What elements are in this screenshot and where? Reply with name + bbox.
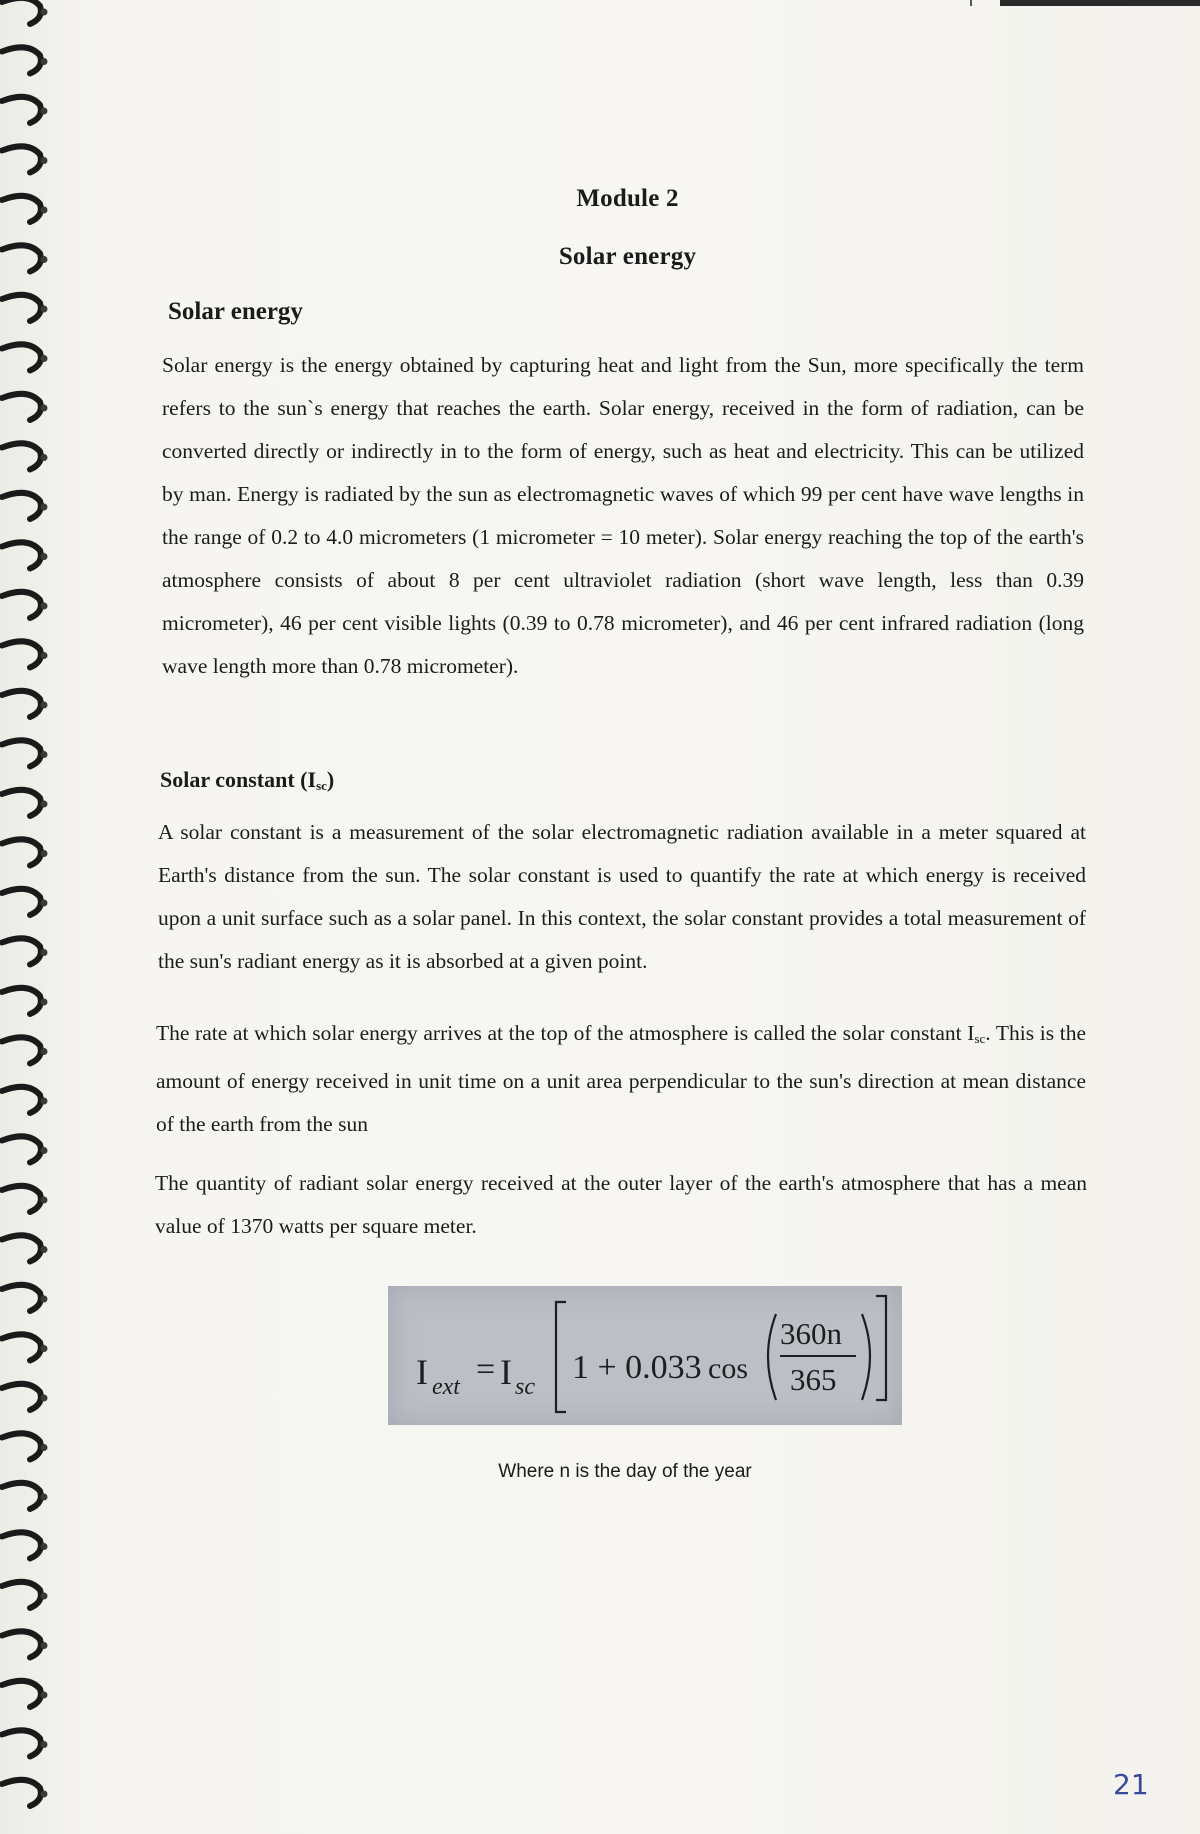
binding-ring (2, 1730, 41, 1756)
binding-ring (2, 542, 41, 568)
binding-hole (41, 1692, 48, 1699)
solar-energy-paragraph: Solar energy is the energy obtained by capturing heat and light from the Sun, more specifically the term refers to the sun`s energy that reaches the earth. Solar energy, received in the form of radiation, can be converted directly or indirectly in to the form of energy, such as heat and electricity. This can be utilized by man. Energy is radiated by the sun as electromagnetic waves of which 99 per cent have wave lengths in the range of 0.2 to 4.0 micrometers (1 micrometer = 10 meter). Solar energy reaching the top of the earth's atmosphere consists of about 8 per cent ultraviolet radiation (short wave length, less than 0.39 micrometer), 46 per cent visible lights (0.39 to 0.78 micrometer), and 46 per cent infrared radiation (long wave length more than 0.78 micrometer). (162, 353, 1084, 678)
binding-ring (2, 988, 41, 1014)
binding-ring (2, 295, 41, 321)
formula-isc-symbol: I (500, 1352, 512, 1392)
binding-hole (41, 751, 48, 758)
formula (388, 1286, 902, 1425)
binding-ring (2, 344, 41, 370)
module-title: Module 2 (576, 185, 679, 212)
binding-hole (41, 355, 48, 362)
binding-ring (2, 1433, 41, 1459)
solar-constant-paragraph-1: A solar constant is a measurement of the solar electromagnetic radiation available in a meter squared at Earth's distance from the sun. The solar constant is used to quantify the rate at which energy is received upon a unit surface such as a solar panel. In this context, the solar constant provides a total measurement of the sun's radiant energy as it is absorbed at a given point. (158, 820, 1086, 973)
binding-ring (2, 443, 41, 469)
formula-cos: cos (708, 1352, 748, 1385)
formula-denominator: 365 (790, 1362, 837, 1397)
p2-subscript: sc (974, 1031, 986, 1046)
binding-hole (41, 157, 48, 164)
section-heading-solar-energy: Solar energy (168, 298, 303, 325)
binding-ring (2, 493, 41, 519)
binding-ring (2, 47, 41, 73)
binding-hole (41, 58, 48, 65)
heading-text: Solar constant (I (160, 767, 317, 792)
binding-ring (2, 839, 41, 865)
binding-hole (41, 1543, 48, 1550)
binding-ring (2, 592, 41, 618)
binding-hole (41, 1048, 48, 1055)
binding-hole (41, 603, 48, 610)
binding-hole (41, 999, 48, 1006)
binding-ring (2, 740, 41, 766)
page-number: 21 (1113, 1768, 1149, 1801)
binding-hole (41, 801, 48, 808)
binding-hole (41, 454, 48, 461)
binding-ring (2, 0, 41, 24)
binding-hole (41, 553, 48, 560)
binding-ring (2, 691, 41, 717)
binding-hole (41, 1296, 48, 1303)
formula-right-bracket (876, 1296, 886, 1400)
binding-ring (2, 1285, 41, 1311)
heading-close: ) (326, 767, 335, 792)
binding-hole (41, 1791, 48, 1798)
binding-ring (2, 938, 41, 964)
binding-hole (41, 652, 48, 659)
binding-hole (41, 1642, 48, 1649)
binding-ring (2, 1037, 41, 1063)
binding-ring (2, 1681, 41, 1707)
binding-hole (41, 504, 48, 511)
binding-ring (2, 146, 41, 172)
p2-text-end: . This is the amount of energy received in unit time on a unit area perpendicular to the sun's direction at mean distance of the earth from the sun (156, 1021, 1086, 1136)
binding-ring (2, 1582, 41, 1608)
binding-hole (41, 1494, 48, 1501)
binding-ring (2, 889, 41, 915)
solar-constant-paragraph-3: The quantity of radiant solar energy received at the outer layer of the earth's atmosphere that has a mean value of 1370 watts per square meter. (155, 1171, 1087, 1238)
binding-hole (41, 1741, 48, 1748)
formula-left-bracket (556, 1302, 566, 1412)
binding-hole (41, 108, 48, 115)
formula-one-plus: 1 + 0.033 (572, 1349, 702, 1386)
binding-hole (41, 306, 48, 313)
formula-isc-subscript: sc (515, 1374, 535, 1400)
binding-hole (41, 1246, 48, 1253)
formula-left-paren (768, 1314, 776, 1400)
binding-hole (41, 1197, 48, 1204)
binding-hole (41, 1444, 48, 1451)
formula-numerator: 360n (780, 1316, 842, 1351)
binding-hole (41, 405, 48, 412)
p2-text-start: The rate at which solar energy arrives at the top of the atmosphere is called the solar constant I (156, 1021, 975, 1045)
binding-ring (2, 394, 41, 420)
binding-ring (2, 1483, 41, 1509)
solar-constant-paragraph-2 (156, 1012, 1086, 1146)
formula-caption: Where n is the day of the year (498, 1461, 752, 1482)
binding-ring (2, 790, 41, 816)
formula-lhs-symbol: I (416, 1352, 428, 1392)
binding-hole (41, 1593, 48, 1600)
formula-equals: = (476, 1351, 496, 1388)
spiral-binding (0, 0, 60, 1834)
binding-ring (2, 1334, 41, 1360)
page-top-tick (970, 0, 972, 6)
binding-ring (2, 1631, 41, 1657)
page-subtitle: Solar energy (558, 243, 697, 270)
formula-box (388, 1286, 902, 1425)
binding-hole (41, 1147, 48, 1154)
binding-hole (41, 900, 48, 907)
binding-ring (2, 1186, 41, 1212)
heading-subscript: sc (316, 778, 327, 793)
binding-hole (41, 1345, 48, 1352)
binding-hole (41, 949, 48, 956)
binding-ring (2, 1384, 41, 1410)
formula-lhs-subscript: ext (432, 1374, 460, 1400)
section-heading-solar-constant (160, 767, 334, 794)
binding-hole (41, 702, 48, 709)
binding-ring (2, 1136, 41, 1162)
binding-hole (41, 850, 48, 857)
binding-hole (41, 1395, 48, 1402)
binding-hole (41, 9, 48, 16)
binding-ring (2, 1235, 41, 1261)
binding-ring (2, 1532, 41, 1558)
binding-ring (2, 641, 41, 667)
formula-right-paren (862, 1314, 870, 1400)
binding-ring (2, 1780, 41, 1806)
page-top-edge (1000, 0, 1200, 6)
binding-ring (2, 1087, 41, 1113)
binding-ring (2, 97, 41, 123)
binding-hole (41, 1098, 48, 1105)
